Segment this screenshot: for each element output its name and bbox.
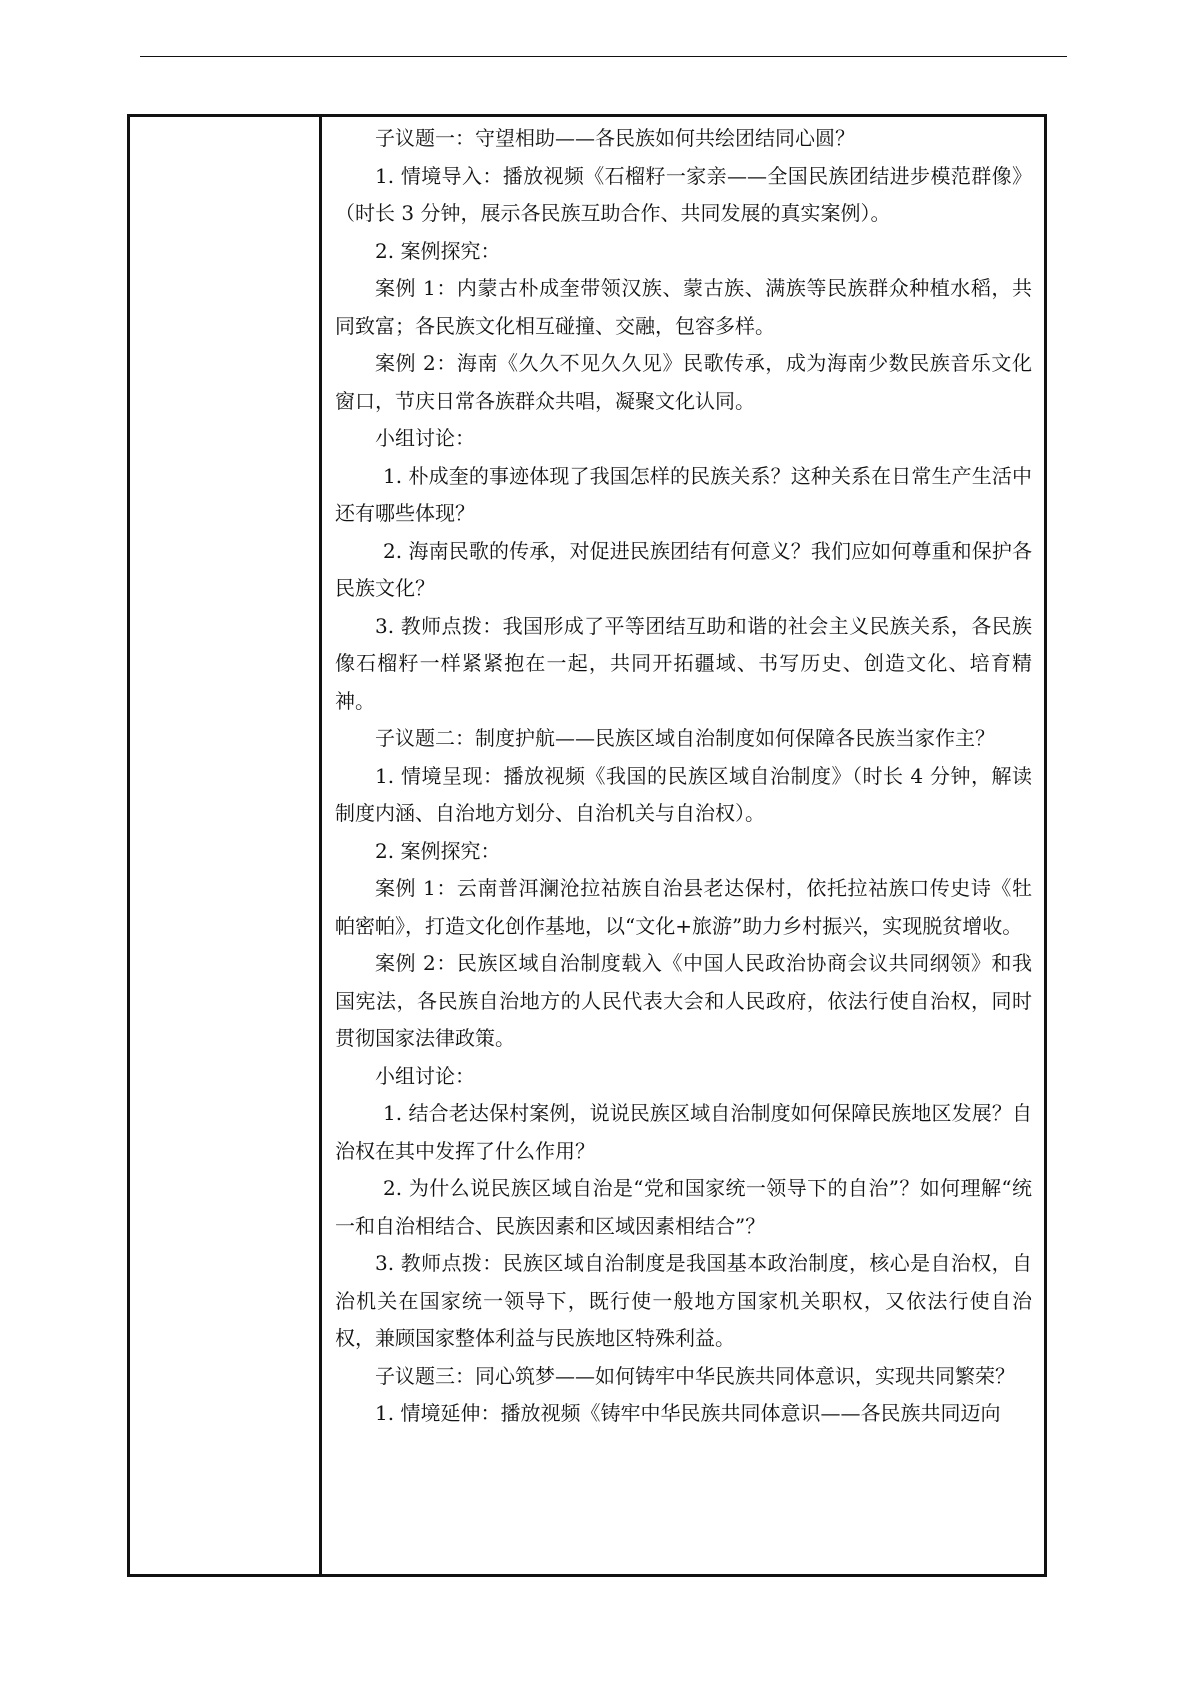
subtopic-2-discussion-label: 小组讨论： bbox=[375, 1063, 475, 1088]
subtopic-1-teacher-note: 3. 教师点拨：我国形成了平等团结互助和谐的社会主义民族关系，各民族像石榴籽一样紧紧抱在一起，共同开拓疆域、书写历史、创造文化、培育精神。 bbox=[335, 613, 1032, 713]
subtopic-1-case-1: 案例 1：内蒙古朴成奎带领汉族、蒙古族、满族等民族群众种植水稻，共同致富；各民族文化相互碰撞、交融，包容多样。 bbox=[335, 276, 1032, 338]
subtopic-1-step-2: 2. 案例探究： bbox=[375, 238, 501, 263]
header-rule bbox=[140, 56, 1067, 57]
subtopic-3-heading: 子议题三：同心筑梦——如何铸牢中华民族共同体意识，实现共同繁荣？ bbox=[375, 1363, 1015, 1388]
subtopic-2-question-2: 2. 为什么说民族区域自治是“党和国家统一领导下的自治”？如何理解“统一和自治相结合、民族因素和区域因素相结合”？ bbox=[335, 1176, 1032, 1238]
subtopic-2-step-1: 1. 情境呈现：播放视频《我国的民族区域自治制度》（时长 4 分钟，解读制度内涵、自治地方划分、自治机关与自治权）。 bbox=[335, 763, 1032, 825]
content-table bbox=[127, 114, 1047, 1577]
subtopic-2-case-1: 案例 1：云南普洱澜沧拉祜族自治县老达保村，依托拉祜族口传史诗《牡帕密帕》，打造文化创作基地，以“文化+旅游”助力乡村振兴，实现脱贫增收。 bbox=[335, 876, 1032, 938]
subtopic-1-step-1: 1. 情境导入：播放视频《石榴籽一家亲——全国民族团结进步模范群像》（时长 3 分钟，展示各民族互助合作、共同发展的真实案例）。 bbox=[335, 163, 1032, 225]
table-left-cell bbox=[130, 117, 322, 1574]
subtopic-2-case-2: 案例 2：民族区域自治制度载入《中国人民政治协商会议共同纲领》和我国宪法，各民族自治地方的人民代表大会和人民政府，依法行使自治权，同时贯彻国家法律政策。 bbox=[335, 951, 1032, 1050]
subtopic-1-discussion-label: 小组讨论： bbox=[375, 426, 475, 450]
subtopic-1-question-2: 2. 海南民歌的传承，对促进民族团结有何意义？我们应如何尊重和保护各民族文化？ bbox=[335, 538, 1032, 600]
subtopic-1-heading: 子议题一：守望相助——各民族如何共绘团结同心圆？ bbox=[375, 126, 855, 150]
table-right-cell bbox=[322, 117, 1044, 1574]
subtopic-1-question-1: 1. 朴成奎的事迹体现了我国怎样的民族关系？这种关系在日常生产生活中还有哪些体现？ bbox=[335, 463, 1032, 525]
subtopic-2-question-1: 1. 结合老达保村案例，说说民族区域自治制度如何保障民族地区发展？自治权在其中发挥了什么作用？ bbox=[335, 1101, 1032, 1163]
subtopic-2-heading: 子议题二：制度护航——民族区域自治制度如何保障各民族当家作主？ bbox=[375, 726, 995, 750]
subtopic-1-case-2: 案例 2：海南《久久不见久久见》民歌传承，成为海南少数民族音乐文化窗口，节庆日常各族群众共唱，凝聚文化认同。 bbox=[335, 351, 1032, 413]
subtopic-3-step-1: 1. 情境延伸：播放视频《铸牢中华民族共同体意识——各民族共同迈向 bbox=[375, 1401, 1001, 1425]
subtopic-2-teacher-note: 3. 教师点拨：民族区域自治制度是我国基本政治制度，核心是自治权，自治机关在国家统一领导下，既行使一般地方国家机关职权，又依法行使自治权，兼顾国家整体利益与民族地区特殊利益。 bbox=[335, 1251, 1032, 1350]
subtopic-2-step-2: 2. 案例探究： bbox=[375, 838, 501, 863]
